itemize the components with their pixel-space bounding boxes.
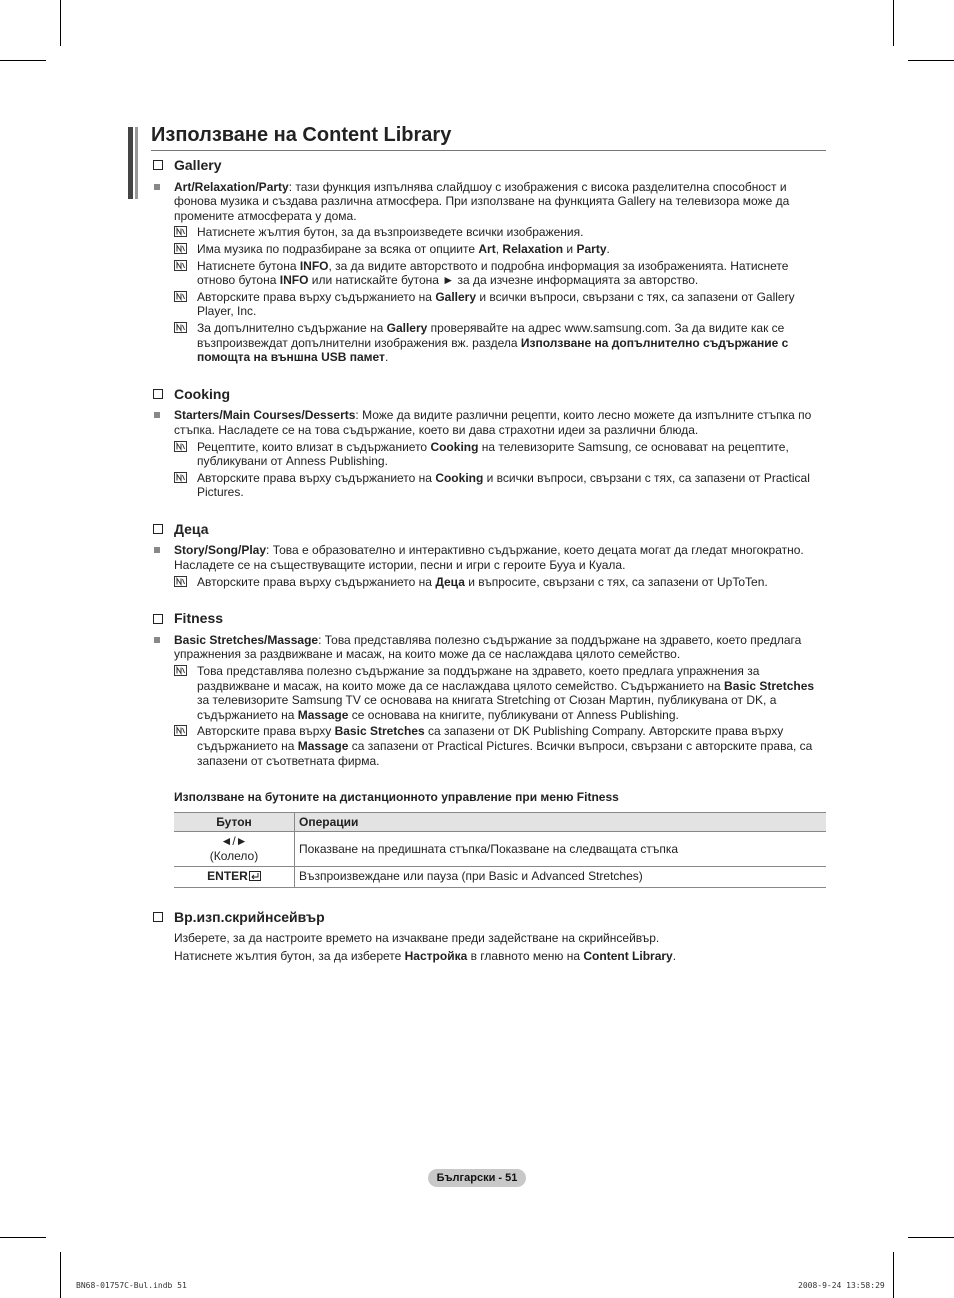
note-item xyxy=(151,664,826,722)
text-run: или натискайте бутона ► за да изчезне информацията за авторство. xyxy=(308,273,699,288)
square-bullet-icon xyxy=(154,547,160,553)
text-run: и xyxy=(563,241,577,256)
text-run: и въпросите, свързани с тях, са запазени от UpToTen. xyxy=(464,574,768,589)
bullet-lead: Starters/Main Courses/Desserts xyxy=(174,408,356,423)
crop-mark xyxy=(60,0,61,46)
section-heading-text: Вр.изп.скрийнсейвър xyxy=(174,908,325,925)
text-run: Рецептите, които влизат в съдържанието xyxy=(197,439,431,454)
button-subtitle: (Колело) xyxy=(209,848,259,863)
text-run: в главното меню на xyxy=(467,948,584,963)
section-heading-text: Fitness xyxy=(174,610,224,627)
note-icon xyxy=(174,243,187,254)
bullet-item xyxy=(151,633,826,662)
crop-mark xyxy=(60,1252,61,1298)
text-run: за телевизорите Samsung TV се основава на книгата Stretching от Сюзан Мартин, публикувана от DK, а съдържанието на xyxy=(197,693,777,722)
enter-icon xyxy=(249,870,261,885)
text-run: За допълнително съдържание на xyxy=(197,320,387,335)
bullet-item xyxy=(151,543,826,572)
table-cell-button xyxy=(174,866,295,887)
text-run: Има музика по подразбиране за всяка от опциите xyxy=(197,241,479,256)
section-screensaver xyxy=(151,910,826,964)
section-heading-text: Cooking xyxy=(174,385,230,402)
bullet-text: : Може да видите различни рецепти, които лесно можете да изпълните стъпка по стъпка. Насладете се на това съдържание, което ви дава страхотни идеи за различни блюда. xyxy=(174,408,812,437)
text-run: Massage xyxy=(297,707,349,722)
text-run: Cooking xyxy=(435,470,484,485)
table-title: Използване на бутоните на дистанционното управление при меню Fitness xyxy=(174,790,619,805)
note-icon xyxy=(174,576,187,587)
text-run: . xyxy=(672,948,677,963)
table-row xyxy=(174,832,826,866)
footer-file-info: BN68-01757C-Bul.indb 51 xyxy=(76,1281,187,1290)
button-symbol: ENTER xyxy=(207,868,248,883)
note-icon xyxy=(174,665,187,676)
note-item xyxy=(151,259,826,288)
checkbox-bullet-icon xyxy=(153,524,163,534)
crop-mark xyxy=(893,1252,894,1298)
checkbox-bullet-icon xyxy=(153,160,163,170)
text-run: Натиснете жълтия бутон, за да изберете xyxy=(174,948,405,963)
square-bullet-icon xyxy=(154,184,160,190)
crop-mark xyxy=(0,60,46,61)
bullet-text: : тази функция изпълнява слайдшоу с изображения с висока разделителна способност и фонова музика и създава различна атмосфера. При използване на функцията Gallery на телевизора може да промените атмосферата у дома. xyxy=(174,179,790,223)
text-run: , xyxy=(495,241,503,256)
text-run: проверявайте на адрес www.samsung.com. За да видите как се възпроизвеждат допълнителни изображения вж. раздела xyxy=(197,320,785,350)
text-run: Basic Stretches xyxy=(334,724,425,739)
text-run: INFO xyxy=(299,258,329,273)
text-run: Gallery xyxy=(386,320,428,335)
note-icon xyxy=(174,226,187,237)
note-item xyxy=(151,471,826,500)
section xyxy=(151,611,826,768)
footer-timestamp: 2008-9-24 13:58:29 xyxy=(798,1281,885,1290)
note-item xyxy=(151,724,826,768)
section xyxy=(151,387,826,500)
screensaver-text xyxy=(151,931,826,963)
button-symbol: ◄/► xyxy=(220,834,248,849)
sections xyxy=(151,158,826,768)
note-item xyxy=(151,575,826,590)
text-run: Авторските права върху xyxy=(197,724,335,739)
section-heading-text: Gallery xyxy=(174,157,222,173)
table-cell-button xyxy=(174,832,295,866)
remote-buttons-table xyxy=(174,812,826,888)
section-heading xyxy=(151,910,826,925)
table-row xyxy=(174,866,826,887)
bullet-lead: Art/Relaxation/Party xyxy=(174,179,289,194)
bullet-lead: Story/Song/Play xyxy=(174,543,267,558)
text-run: Това представлява полезно съдържание за поддържане на здравето, което предлага упражнения за раздвижване и масаж, на които може да се наслаждава цялото семейство. Съдържанието на xyxy=(197,664,760,693)
table-cell-operation: Възпроизвеждане или пауза (при Basic и Advanced Stretches) xyxy=(295,866,827,887)
section-heading xyxy=(151,611,826,626)
text-run: Натиснете бутона xyxy=(197,258,300,273)
text-run: Content Library xyxy=(583,948,673,963)
text-run: . xyxy=(384,350,389,365)
section xyxy=(151,522,826,589)
note-icon xyxy=(174,472,187,483)
text-run: INFO xyxy=(279,273,309,288)
text-run: на телевизорите Samsung, се основават на рецептите, публикувани от Anness Publishing. xyxy=(197,439,789,469)
page-title: Използване на Content Library xyxy=(151,124,452,146)
table-cell-operation: Показване на предишната стъпка/Показване на следващата стъпка xyxy=(295,832,827,866)
crop-mark xyxy=(893,0,894,46)
checkbox-bullet-icon xyxy=(153,389,163,399)
title-divider xyxy=(151,150,826,151)
note-item xyxy=(151,290,826,319)
text-run: Relaxation xyxy=(502,241,564,256)
screensaver-line xyxy=(151,949,826,964)
screensaver-line xyxy=(151,931,826,946)
text-run: Авторските права върху съдържанието на xyxy=(197,574,436,589)
text-run: и всички въпроси, свързани с тях, са запазени от Practical Pictures. xyxy=(197,470,810,500)
text-run: Авторските права върху съдържанието на xyxy=(197,470,436,485)
text-run: Basic Stretches xyxy=(724,678,815,693)
text-run: Настройка xyxy=(404,948,468,963)
note-icon xyxy=(174,291,187,302)
table-header-button: Бутон xyxy=(174,812,295,832)
text-run: Изберете, за да настроите времето на изчакване преди задействане на скрийнсейвър. xyxy=(174,931,660,946)
note-item xyxy=(151,225,826,240)
text-run: са запазени от DK Publishing Company. Авторските права върху съдържанието на xyxy=(197,724,784,753)
square-bullet-icon xyxy=(154,637,160,643)
text-run: са запазени от Practical Pictures. Всички въпроси, свързани с авторските права, са запазени от съответната фирма. xyxy=(197,739,813,768)
text-run: , за да видите авторството и подробна информация за изображенията. Натиснете отново бутона xyxy=(197,258,789,288)
page-number-badge: Български - 51 xyxy=(428,1169,526,1187)
text-run: Massage xyxy=(297,739,349,753)
note-icon xyxy=(174,725,187,736)
section-heading-text: Деца xyxy=(174,520,209,537)
text-run: Деца xyxy=(435,574,465,589)
bullet-item xyxy=(151,180,826,224)
note-item xyxy=(151,440,826,469)
text-run: Art xyxy=(478,241,496,256)
section-heading xyxy=(151,158,826,173)
table-header-row xyxy=(174,812,826,832)
checkbox-bullet-icon xyxy=(153,912,163,922)
note-icon xyxy=(174,322,187,333)
crop-mark xyxy=(908,1237,954,1238)
text-run: се основава на книгите, публикувани от Anness Publishing. xyxy=(348,707,679,722)
note-icon xyxy=(174,441,187,452)
bullet-text: : Това представлява полезно съдържание за поддържане на здравето, което предлага упражнения за раздвижване и масаж, на които може да се наслаждава цялото семейство. xyxy=(174,632,802,662)
text-run: Gallery xyxy=(435,289,477,304)
text-run: Авторските права върху съдържанието на xyxy=(197,289,436,304)
checkbox-bullet-icon xyxy=(153,614,163,624)
text-run: . xyxy=(606,241,610,256)
note-item xyxy=(151,321,826,365)
text-run: Cooking xyxy=(430,439,479,454)
section xyxy=(151,158,826,365)
text-run: Party xyxy=(576,241,607,256)
table-header-operations: Операции xyxy=(295,812,827,832)
crop-mark xyxy=(0,1237,46,1238)
note-item xyxy=(151,242,826,257)
text-run: и всички въпроси, свързани с тях, са запазени от Gallery Player, Inc. xyxy=(197,289,795,319)
main-content xyxy=(151,158,826,963)
text-run: Натиснете жълтия бутон, за да възпроизведете всички изображения. xyxy=(197,225,584,240)
section-heading xyxy=(151,387,826,402)
bullet-text: : Това е образователно и интерактивно съдържание, което децата могат да гледат многократно. Насладете се на съществуващите истории, песни и игри с героите Бууа и Куала. xyxy=(174,543,804,573)
bullet-item xyxy=(151,408,826,437)
section-heading xyxy=(151,522,826,537)
bullet-lead: Basic Stretches/Massage xyxy=(174,632,319,647)
square-bullet-icon xyxy=(154,412,160,418)
note-icon xyxy=(174,260,187,271)
text-run: Използване на допълнително съдържание с помощта на външна USB памет xyxy=(197,335,789,365)
crop-mark xyxy=(908,60,954,61)
